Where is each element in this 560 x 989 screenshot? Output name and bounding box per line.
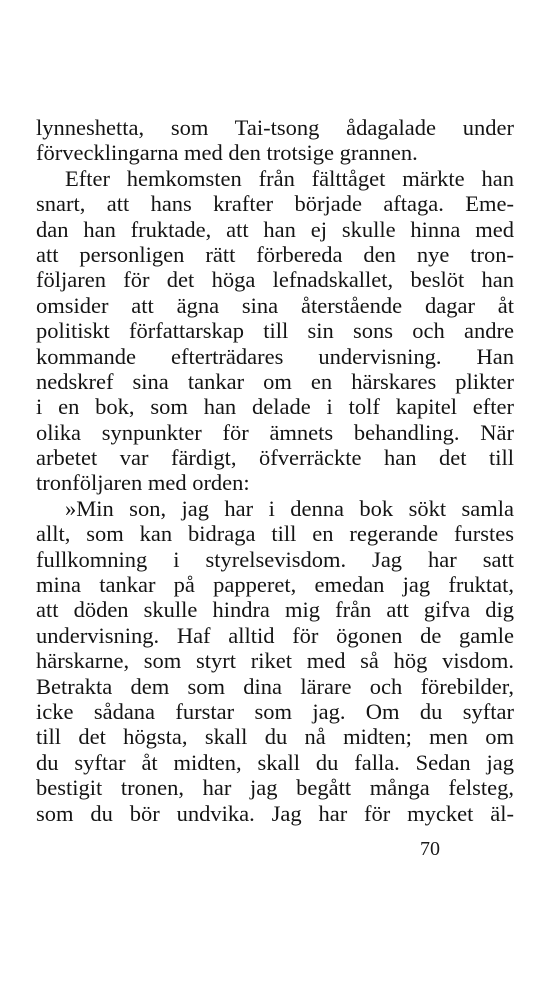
text-line: du syftar åt midten, skall du falla. Sedan jag xyxy=(36,749,514,775)
text-line: till det högsta, skall du nå midten; men om xyxy=(36,724,514,750)
text-line: olika synpunkter för ämnets behandling. När xyxy=(36,419,514,445)
text-line: härskarne, som styrt riket med så hög visdom. xyxy=(36,648,514,674)
text-line: fullkomning i styrelsevisdom. Jag har satt xyxy=(36,546,514,572)
text-line: Betrakta dem som dina lärare och förebilder, xyxy=(36,673,514,699)
text-line: snart, att hans krafter började aftaga. Eme- xyxy=(36,191,514,217)
text-line: allt, som kan bidraga till en regerande furstes xyxy=(36,521,514,547)
text-line: att personligen rätt förbereda den nye tron- xyxy=(36,241,514,267)
text-line: kommande efterträdares undervisning. Han xyxy=(36,343,514,369)
text-line: Efter hemkomsten från fälttåget märkte han xyxy=(65,165,514,191)
text-line: politiskt författarskap till sin sons och andre xyxy=(36,318,514,344)
text-line: »Min son, jag har i denna bok sökt samla xyxy=(65,495,514,521)
body-text xyxy=(36,115,514,826)
text-line: i en bok, som han delade i tolf kapitel efter xyxy=(36,394,514,420)
text-line: förvecklingarna med den trotsige grannen. xyxy=(36,140,418,166)
text-line: att döden skulle hindra mig från att gifva dig xyxy=(36,597,514,623)
text-line: som du bör undvika. Jag har för mycket äl- xyxy=(36,800,514,826)
text-line: dan han fruktade, att han ej skulle hinna med xyxy=(36,216,514,242)
text-line: lynneshetta, som Tai-tsong ådagalade under xyxy=(36,115,514,140)
text-line: icke sådana furstar som jag. Om du syftar xyxy=(36,698,514,724)
text-line: nedskref sina tankar om en härskares plikter xyxy=(36,368,514,394)
text-line: undervisning. Haf alltid för ögonen de gamle xyxy=(36,622,514,648)
page-number: 70 xyxy=(420,838,440,860)
text-line: följaren för det höga lefnadskallet, beslöt han xyxy=(36,267,514,293)
text-line: tronföljaren med orden: xyxy=(36,470,250,496)
text-line: mina tankar på papperet, emedan jag fruktat, xyxy=(36,572,514,598)
text-line: arbetet var färdigt, öfverräckte han det till xyxy=(36,445,514,471)
text-line: omsider att ägna sina återstående dagar åt xyxy=(36,292,514,318)
text-line: bestigit tronen, har jag begått många felsteg, xyxy=(36,775,514,801)
